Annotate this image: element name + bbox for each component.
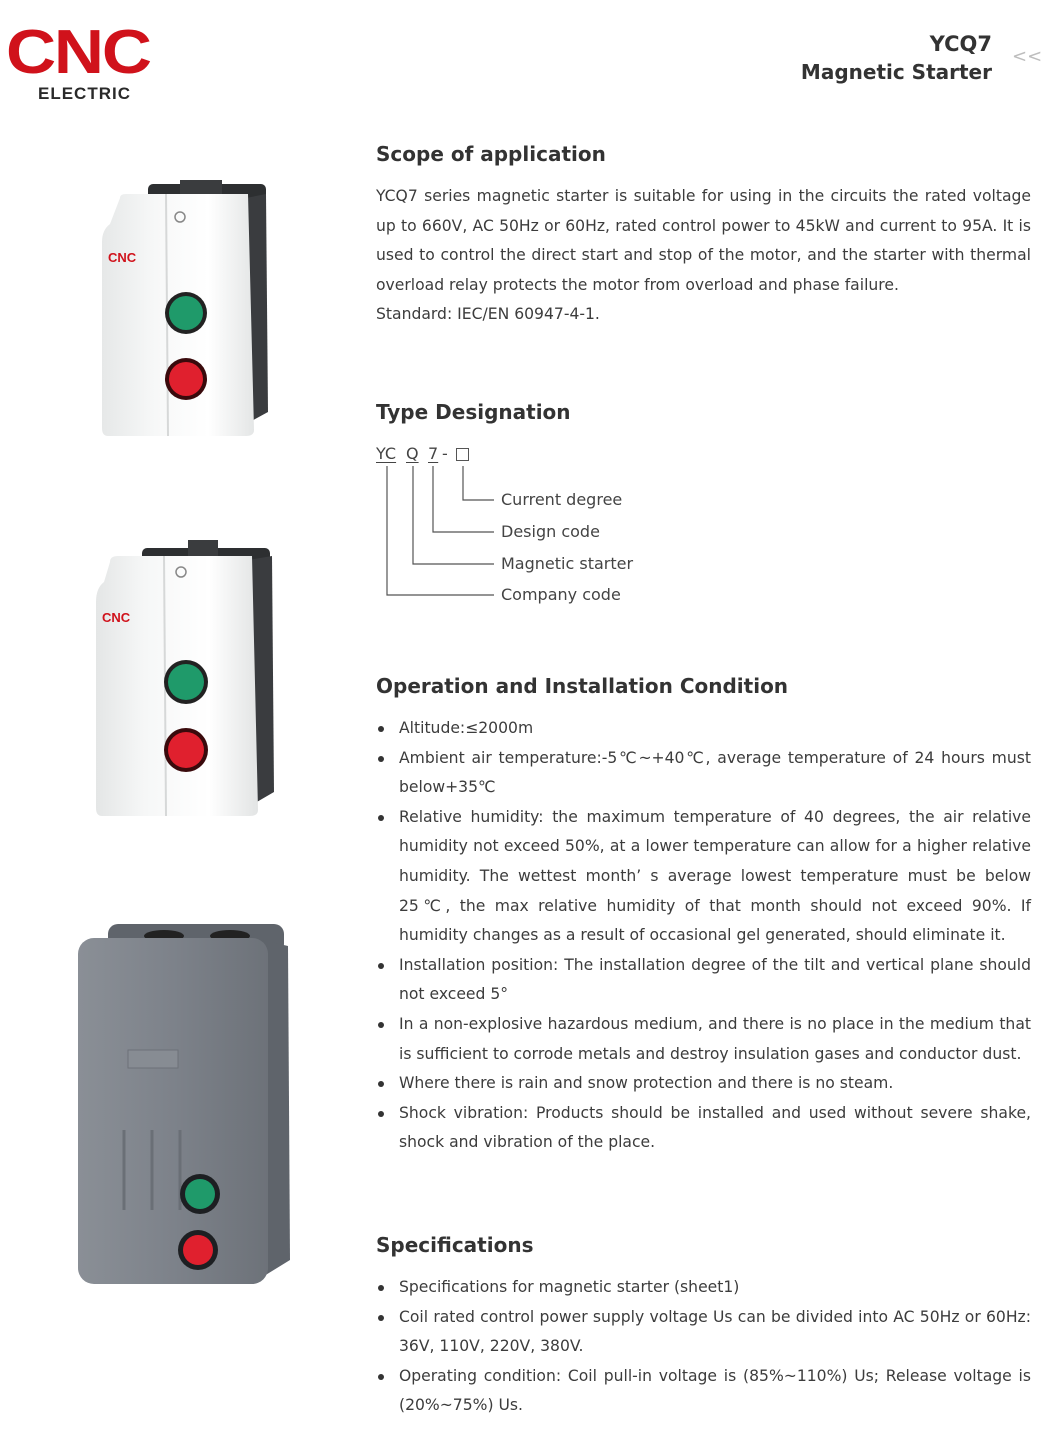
list-item: Installation position: The installation degree of the tilt and vertical plane should not exceed 5° [376,951,1031,1010]
list-item: In a non-explosive hazardous medium, and there is no place in the medium that is sufficient to corrode metals and destroy insulation gases and conductor dust. [376,1010,1031,1069]
list-item: Operating condition: Coil pull-in voltage is (85%~110%) Us; Release voltage is (20%~75%) Us. [376,1362,1031,1421]
scope-standard: Standard: IEC/EN 60947-4-1. [376,305,600,324]
code-design: 7 [428,444,439,463]
brand-subtitle: ELECTRIC [38,84,131,103]
specifications-title: Specifications [376,1233,534,1257]
label-magnetic-starter: Magnetic starter [501,554,634,573]
list-item: Altitude:≤2000m [376,714,1031,744]
specifications-list [376,1273,1031,1421]
operation-title: Operation and Installation Condition [376,674,789,698]
header-model: YCQ7 [929,32,992,56]
designation-lines [376,444,506,604]
scope-text: YCQ7 series magnetic starter is suitable for using in the circuits the rated voltage up to 660V, AC 50Hz or 60Hz, rated control power to 45kW and current to 95A. It is used to control the direct start and stop of the motor, and the starter with thermal overload relay protects the motor from overload and phase failure. [376,187,1031,294]
label-company-code: Company code [501,585,621,604]
label-current-degree: Current degree [501,490,623,509]
code-dash: - [442,444,448,463]
list-item: Specifications for magnetic starter (sheet1) [376,1273,1031,1303]
list-item: Where there is rain and snow protection and there is no steam. [376,1069,1031,1099]
code-magnetic: Q [406,444,419,463]
type-designation-diagram [376,444,676,614]
list-item: Shock vibration: Products should be installed and used without severe shake, shock and vibration of the place. [376,1099,1031,1158]
scope-title: Scope of application [376,142,606,166]
scope-body [376,182,1031,330]
product-image-grey-starter [74,920,296,1290]
type-designation-title: Type Designation [376,400,571,424]
product-logo: CNC [108,250,137,265]
operation-list [376,714,1031,1158]
product-logo: CNC [102,610,131,625]
brand-logo: CNC [6,18,150,87]
list-item: Relative humidity: the maximum temperature of 40 degrees, the air relative humidity not exceed 50%, at a lower temperature can allow for a higher relative humidity. The wettest month’ s average lowest temperature must be below 25℃, the max relative humidity of that month should not exceed 90%. If humidity changes as a result of occasional gel generated, should eliminate it. [376,803,1031,951]
header-product-name: Magnetic Starter [800,60,992,84]
list-item: Coil rated control power supply voltage Us can be divided into AC 50Hz or 60Hz: 36V, 110V, 220V, 380V. [376,1303,1031,1362]
code-company: YC [376,444,397,463]
product-image-white-starter-2 [90,540,280,822]
list-item: Ambient air temperature:-5℃~+40℃, average temperature of 24 hours must below+35℃ [376,744,1031,803]
label-design-code: Design code [501,522,600,541]
double-chevron-left-icon: << [1012,46,1043,67]
product-image-white-starter-1 [96,180,276,442]
